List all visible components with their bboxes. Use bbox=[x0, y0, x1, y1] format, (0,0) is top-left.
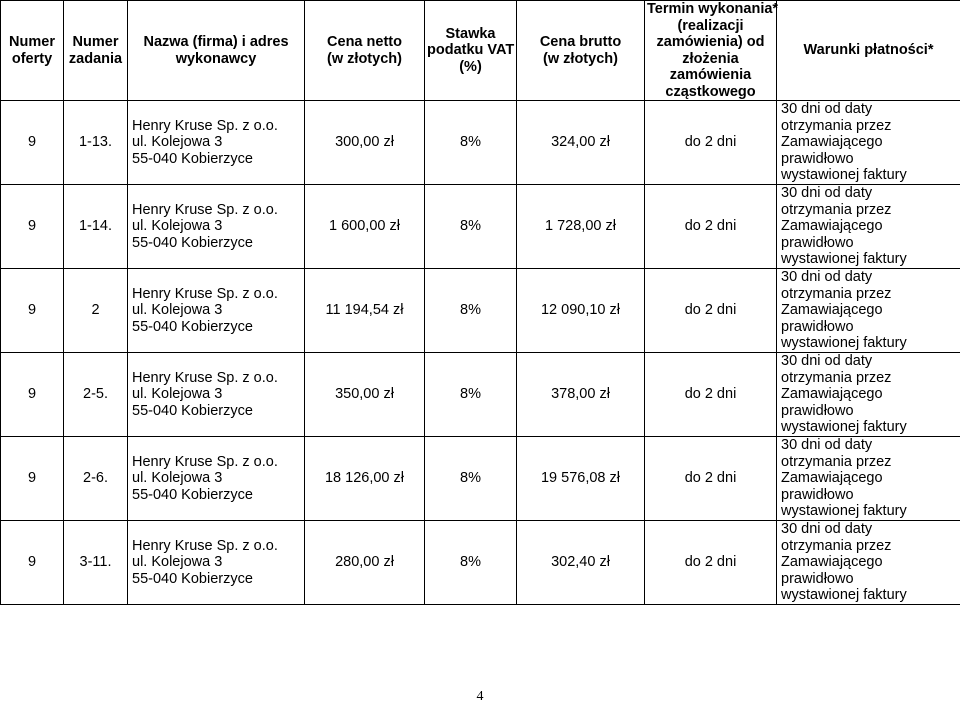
payment-line: prawidłowo bbox=[781, 486, 854, 503]
cell-payment-terms bbox=[777, 353, 960, 437]
payment-line: otrzymania przez bbox=[781, 201, 892, 218]
cell-term: do 2 dni bbox=[645, 521, 777, 605]
cell-vendor bbox=[128, 269, 305, 353]
header-line: zamówienia) od bbox=[656, 34, 765, 50]
header-line: (w złotych) bbox=[327, 50, 402, 67]
payment-line: Zamawiającego bbox=[781, 470, 883, 487]
header-term bbox=[645, 1, 777, 101]
payment-line: prawidłowo bbox=[781, 150, 854, 167]
payment-line: Zamawiającego bbox=[781, 554, 883, 571]
payment-line: 30 dni od daty bbox=[781, 521, 873, 538]
header-vendor bbox=[128, 1, 305, 101]
payment-line: wystawionej faktury bbox=[781, 587, 907, 604]
payment-line: 30 dni od daty bbox=[781, 437, 873, 454]
payment-line: wystawionej faktury bbox=[781, 503, 907, 520]
payment-line: prawidłowo bbox=[781, 318, 854, 335]
payment-line: otrzymania przez bbox=[781, 369, 892, 386]
vendor-line: ul. Kolejowa 3 bbox=[132, 302, 223, 319]
cell-vendor bbox=[128, 353, 305, 437]
payment-line: 30 dni od daty bbox=[781, 185, 873, 202]
payment-line: wystawionej faktury bbox=[781, 251, 907, 268]
table-row bbox=[1, 353, 960, 437]
vendor-line: 55-040 Kobierzyce bbox=[132, 570, 253, 587]
cell-net-price: 280,00 zł bbox=[305, 521, 425, 605]
cell-offer-number: 9 bbox=[1, 101, 64, 185]
header-line: Numer bbox=[9, 34, 55, 50]
cell-vendor bbox=[128, 101, 305, 185]
vendor-line: ul. Kolejowa 3 bbox=[132, 134, 223, 151]
cell-term: do 2 dni bbox=[645, 185, 777, 269]
cell-order-number: 1-13. bbox=[64, 101, 128, 185]
header-line: Stawka bbox=[445, 25, 496, 42]
header-line: Nazwa (firma) i adres bbox=[143, 34, 289, 50]
vendor-line: ul. Kolejowa 3 bbox=[132, 386, 223, 403]
cell-order-number: 3-11. bbox=[64, 521, 128, 605]
cell-order-number: 2-6. bbox=[64, 437, 128, 521]
cell-vat-rate: 8% bbox=[425, 101, 517, 185]
header-line: Cena netto bbox=[327, 34, 402, 50]
cell-vat-rate: 8% bbox=[425, 185, 517, 269]
payment-line: prawidłowo bbox=[781, 234, 854, 251]
payment-line: wystawionej faktury bbox=[781, 335, 907, 352]
cell-term: do 2 dni bbox=[645, 353, 777, 437]
cell-gross-price: 324,00 zł bbox=[517, 101, 645, 185]
cell-payment-terms bbox=[777, 521, 960, 605]
cell-vendor bbox=[128, 521, 305, 605]
vendor-line: ul. Kolejowa 3 bbox=[132, 218, 223, 235]
cell-offer-number: 9 bbox=[1, 185, 64, 269]
payment-line: otrzymania przez bbox=[781, 117, 892, 134]
vendor-line: Henry Kruse Sp. z o.o. bbox=[132, 201, 278, 218]
cell-vendor bbox=[128, 185, 305, 269]
table-header-row bbox=[1, 1, 960, 101]
cell-net-price: 300,00 zł bbox=[305, 101, 425, 185]
vendor-line: 55-040 Kobierzyce bbox=[132, 318, 253, 335]
cell-net-price: 1 600,00 zł bbox=[305, 185, 425, 269]
payment-line: Zamawiającego bbox=[781, 386, 883, 403]
vendor-line: ul. Kolejowa 3 bbox=[132, 554, 223, 571]
vendor-line: ul. Kolejowa 3 bbox=[132, 470, 223, 487]
cell-offer-number: 9 bbox=[1, 353, 64, 437]
payment-line: wystawionej faktury bbox=[781, 167, 907, 184]
payment-line: prawidłowo bbox=[781, 402, 854, 419]
table-row bbox=[1, 437, 960, 521]
header-line: (realizacji bbox=[677, 17, 744, 34]
payment-line: Zamawiającego bbox=[781, 134, 883, 151]
header-line: Cena brutto bbox=[539, 34, 622, 50]
cell-gross-price: 1 728,00 zł bbox=[517, 185, 645, 269]
header-line: zadania bbox=[68, 50, 123, 67]
cell-term: do 2 dni bbox=[645, 437, 777, 521]
payment-line: otrzymania przez bbox=[781, 537, 892, 554]
header-line: złożenia bbox=[682, 50, 739, 67]
header-order-number bbox=[64, 1, 128, 101]
header-line: wykonawcy bbox=[175, 50, 257, 67]
cell-gross-price: 12 090,10 zł bbox=[517, 269, 645, 353]
payment-line: 30 dni od daty bbox=[781, 269, 873, 286]
header-offer-number bbox=[1, 1, 64, 101]
cell-vat-rate: 8% bbox=[425, 353, 517, 437]
table-row bbox=[1, 185, 960, 269]
vendor-line: 55-040 Kobierzyce bbox=[132, 402, 253, 419]
cell-net-price: 18 126,00 zł bbox=[305, 437, 425, 521]
table-row bbox=[1, 101, 960, 185]
cell-net-price: 11 194,54 zł bbox=[305, 269, 425, 353]
vendor-line: Henry Kruse Sp. z o.o. bbox=[132, 537, 278, 554]
payment-line: 30 dni od daty bbox=[781, 101, 873, 118]
header-payment bbox=[777, 1, 960, 101]
table-row bbox=[1, 269, 960, 353]
header-line: Termin wykonania* bbox=[647, 1, 779, 17]
cell-vat-rate: 8% bbox=[425, 269, 517, 353]
table-body bbox=[1, 101, 960, 605]
vendor-line: Henry Kruse Sp. z o.o. bbox=[132, 369, 278, 386]
vendor-line: 55-040 Kobierzyce bbox=[132, 150, 253, 167]
payment-line: otrzymania przez bbox=[781, 453, 892, 470]
header-line: Warunki płatności* bbox=[803, 42, 934, 59]
header-net-price bbox=[305, 1, 425, 101]
payment-line: Zamawiającego bbox=[781, 218, 883, 235]
page-number: 4 bbox=[476, 689, 484, 704]
cell-offer-number: 9 bbox=[1, 269, 64, 353]
payment-line: prawidłowo bbox=[781, 570, 854, 587]
cell-payment-terms bbox=[777, 185, 960, 269]
cell-payment-terms bbox=[777, 101, 960, 185]
vendor-line: Henry Kruse Sp. z o.o. bbox=[132, 453, 278, 470]
vendor-line: Henry Kruse Sp. z o.o. bbox=[132, 117, 278, 134]
payment-line: 30 dni od daty bbox=[781, 353, 873, 370]
vendor-line: 55-040 Kobierzyce bbox=[132, 234, 253, 251]
header-line: oferty bbox=[11, 50, 53, 67]
cell-offer-number: 9 bbox=[1, 521, 64, 605]
cell-term: do 2 dni bbox=[645, 101, 777, 185]
cell-gross-price: 19 576,08 zł bbox=[517, 437, 645, 521]
cell-net-price: 350,00 zł bbox=[305, 353, 425, 437]
header-line: podatku VAT bbox=[427, 42, 515, 59]
cell-term: do 2 dni bbox=[645, 269, 777, 353]
vendor-line: 55-040 Kobierzyce bbox=[132, 486, 253, 503]
cell-vendor bbox=[128, 437, 305, 521]
payment-line: otrzymania przez bbox=[781, 285, 892, 302]
cell-vat-rate: 8% bbox=[425, 437, 517, 521]
cell-payment-terms bbox=[777, 269, 960, 353]
cell-order-number: 1-14. bbox=[64, 185, 128, 269]
cell-offer-number: 9 bbox=[1, 437, 64, 521]
cell-order-number: 2-5. bbox=[64, 353, 128, 437]
vendor-line: Henry Kruse Sp. z o.o. bbox=[132, 285, 278, 302]
cell-gross-price: 302,40 zł bbox=[517, 521, 645, 605]
cell-gross-price: 378,00 zł bbox=[517, 353, 645, 437]
table-row bbox=[1, 521, 960, 605]
header-line: (w złotych) bbox=[543, 50, 618, 67]
header-vat-rate bbox=[425, 1, 517, 101]
payment-line: Zamawiającego bbox=[781, 302, 883, 319]
header-line: Numer bbox=[72, 34, 119, 50]
cell-order-number: 2 bbox=[64, 269, 128, 353]
cell-vat-rate: 8% bbox=[425, 521, 517, 605]
header-line: zamówienia bbox=[669, 67, 752, 83]
header-line: (%) bbox=[459, 58, 482, 75]
cell-payment-terms bbox=[777, 437, 960, 521]
header-line: cząstkowego bbox=[665, 83, 756, 100]
payment-line: wystawionej faktury bbox=[781, 419, 907, 436]
header-gross-price bbox=[517, 1, 645, 101]
